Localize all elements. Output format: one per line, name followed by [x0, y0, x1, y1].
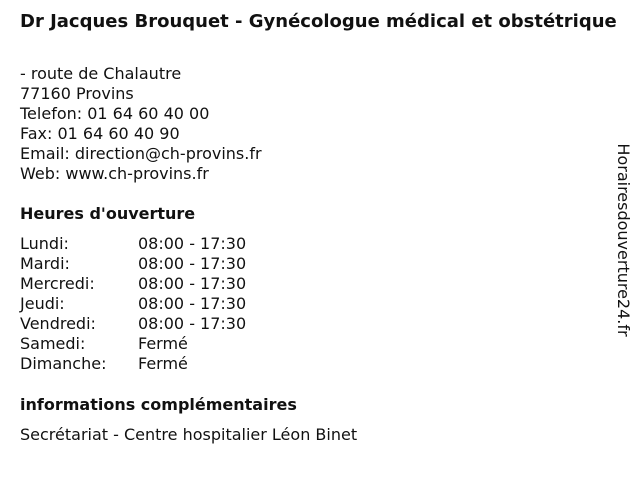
opening-hours-heading: Heures d'ouverture	[20, 204, 196, 223]
contact-block	[20, 64, 262, 184]
additional-info-heading: informations complémentaires	[20, 395, 297, 414]
day-label: Lundi:	[20, 234, 69, 253]
phone-number: Telefon: 01 64 60 40 00	[20, 104, 210, 123]
website: Web: www.ch-provins.fr	[20, 164, 209, 183]
day-label: Jeudi:	[20, 294, 65, 313]
page-title: Dr Jacques Brouquet - Gynécologue médical et obstétrique	[20, 11, 617, 32]
day-label: Mardi:	[20, 254, 70, 273]
hours-row-friday	[20, 314, 246, 334]
hours-row-wednesday	[20, 274, 246, 294]
opening-hours-table	[20, 234, 246, 374]
fax-number: Fax: 01 64 60 40 90	[20, 124, 180, 143]
hours-value: 08:00 - 17:30	[138, 314, 247, 333]
hours-value: 08:00 - 17:30	[138, 234, 247, 253]
hours-row-tuesday	[20, 254, 246, 274]
hours-value: Fermé	[138, 354, 188, 373]
day-label: Mercredi:	[20, 274, 95, 293]
hours-value: 08:00 - 17:30	[138, 274, 247, 293]
hours-value: Fermé	[138, 334, 188, 353]
hours-row-thursday	[20, 294, 246, 314]
additional-info-text: Secrétariat - Centre hospitalier Léon Binet	[20, 425, 358, 444]
hours-row-monday	[20, 234, 246, 254]
address-street: - route de Chalautre	[20, 64, 182, 83]
address-city: 77160 Provins	[20, 84, 134, 103]
day-label: Vendredi:	[20, 314, 96, 333]
hours-row-saturday	[20, 334, 246, 354]
hours-value: 08:00 - 17:30	[138, 294, 247, 313]
email-address: Email: direction@ch-provins.fr	[20, 144, 262, 163]
hours-value: 08:00 - 17:30	[138, 254, 247, 273]
day-label: Dimanche:	[20, 354, 107, 373]
watermark: Horairesdouverture24.fr	[614, 143, 633, 337]
day-label: Samedi:	[20, 334, 86, 353]
hours-row-sunday	[20, 354, 246, 374]
